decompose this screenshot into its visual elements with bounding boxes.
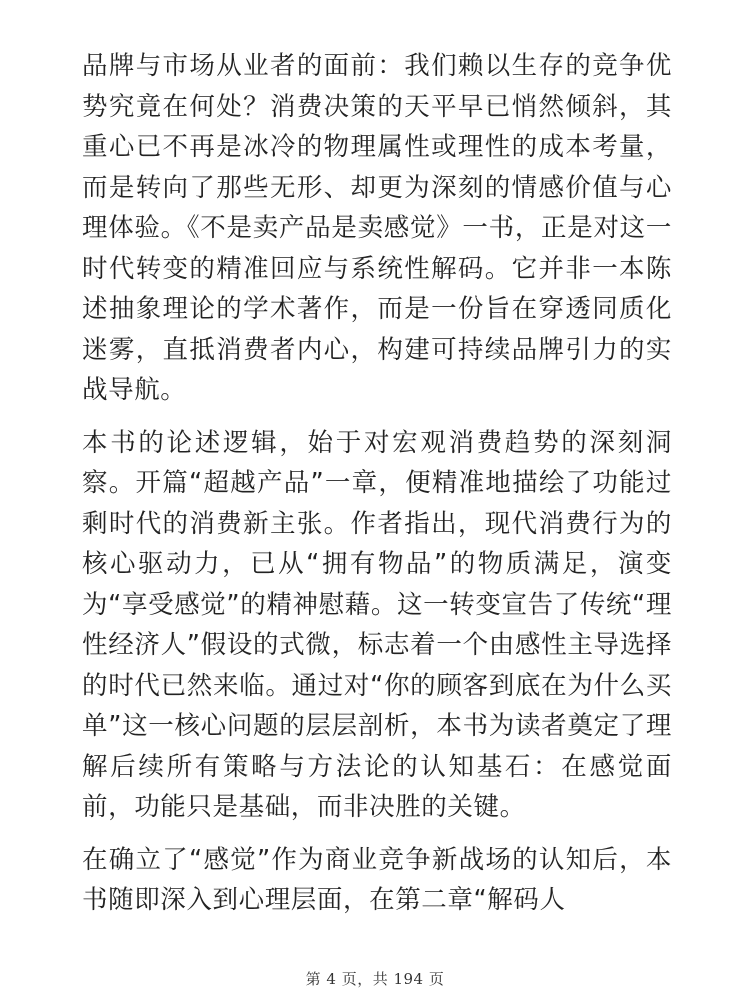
paragraph: 品牌与市场从业者的面前：我们赖以生存的竞争优势究竟在何处？消费决策的天平早已悄然倾斜，其重心已不再是冰冷的物理属性或理性的成本考量，而是转向了那些无形、却更为深刻的情感价值与心理体验。《不是卖产品是卖感觉》一书，正是对这一时代转变的精准回应与系统性解码。它并非一本陈述抽象理论的学术著作，而是一份旨在穿透同质化迷雾，直抵消费者内心，构建可持续品牌引力的实战导航。 <box>82 51 672 405</box>
paragraph: 本书的论述逻辑，始于对宏观消费趋势的深刻洞察。开篇“超越产品”一章，便精准地描绘了功能过剩时代的消费新主张。作者指出，现代消费行为的核心驱动力，已从“拥有物品”的物质满足，演变为“享受感觉”的精神慰藉。这一转变宣告了传统“理性经济人”假设的式微，标志着一个由感性主导选择的时代已然来临。通过对“你的顾客到底在为什么买单”这一核心问题的层层剖析，本书为读者奠定了理解后续所有策略与方法论的认知基石：在感觉面前，功能只是基础，而非决胜的关键。 <box>82 427 672 822</box>
paragraph: 在确立了“感觉”作为商业竞争新战场的认知后，本书随即深入到心理层面，在第二章“解码人 <box>82 844 672 915</box>
page-number: 第 4 页，共 194 页 <box>305 970 445 988</box>
body-text <box>82 46 672 933</box>
